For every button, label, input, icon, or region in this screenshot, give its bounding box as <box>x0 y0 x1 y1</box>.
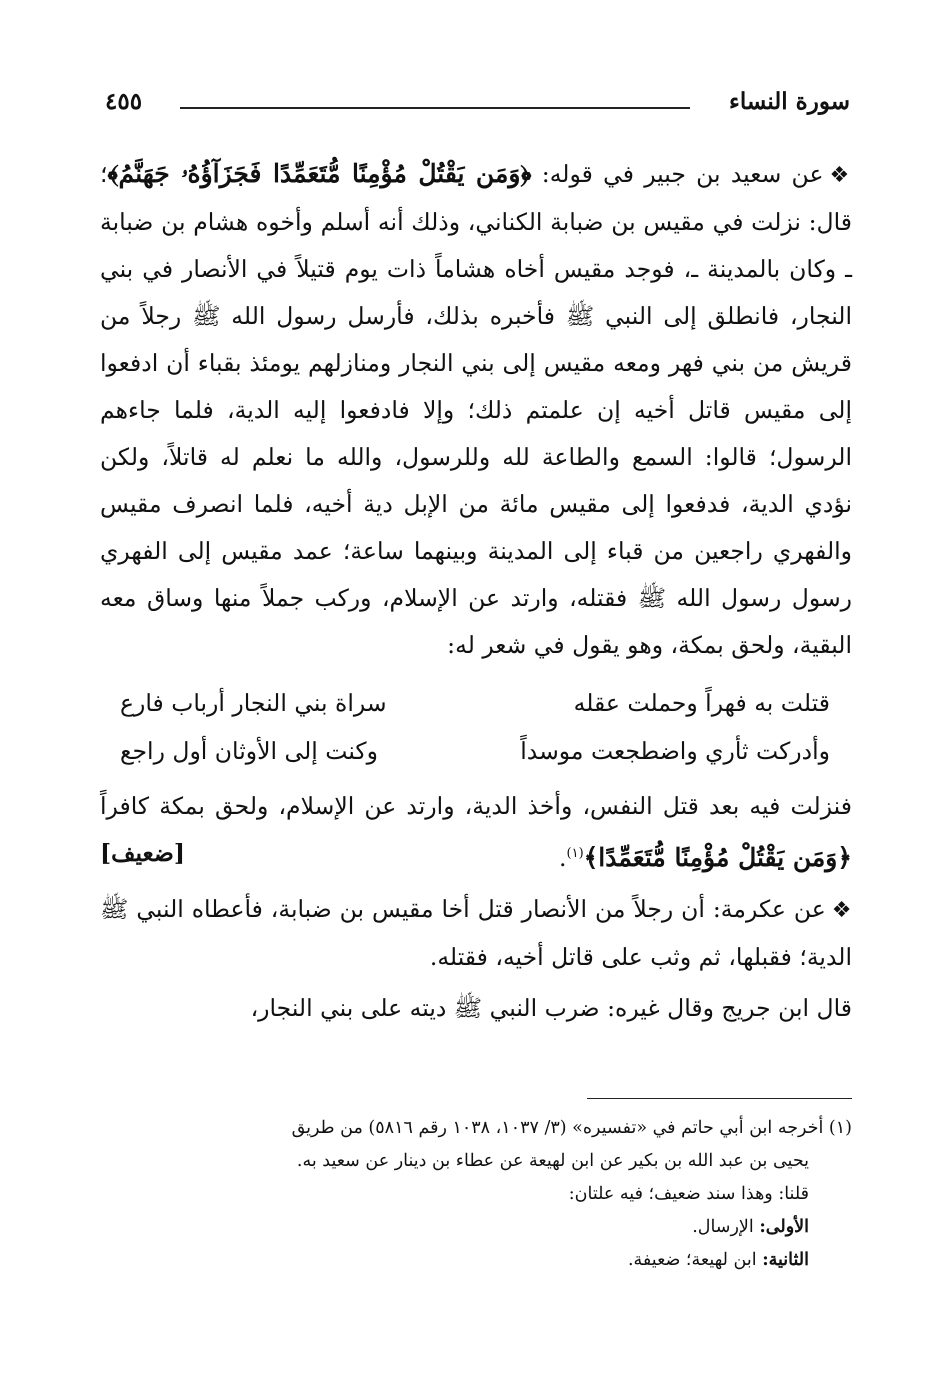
poem-hemistich: سراة بني النجار أرباب فارع <box>120 689 387 717</box>
footnote-line: (١) أخرجه ابن أبي حاتم في «تفسيره» (٣/ ١٠٣٧، ١٠٣٨ رقم ٥٨١٦) من طريق <box>291 1118 852 1138</box>
main-text <box>100 150 852 1032</box>
footnote-line <box>100 1211 852 1244</box>
footnote-label: الأولى: <box>759 1217 809 1237</box>
poem-hemistich: وأدركت ثأري واضطجعت موسداً <box>520 737 830 765</box>
footnote-text: الإرسال. <box>692 1217 760 1237</box>
poem-hemistich: وكنت إلى الأوثان أول راجع <box>120 737 378 765</box>
grading-label: [ضعيف] <box>100 839 185 867</box>
paragraph-revelation <box>100 783 852 882</box>
quran-verse: ﴿وَمَن يَقْتُلْ مُؤْمِنًا مُّتَعَمِّدًا فَجَزَآؤُهُۥ جَهَنَّمُ﴾ <box>107 159 532 188</box>
paragraph-text: عن سعيد بن جبير في قوله: <box>531 160 824 188</box>
star-bullet-icon: ❖ <box>829 163 852 188</box>
surah-title: سورة النساء <box>729 88 850 115</box>
poem-line <box>100 679 852 727</box>
footnote-text: ابن لهيعة؛ ضعيفة. <box>627 1250 763 1270</box>
paragraph-said-ibn-jubayr <box>100 150 852 669</box>
paragraph-text: قال ابن جريج وقال غيره: ضرب النبي ﷺ ديته على بني النجار، <box>250 993 852 1022</box>
paragraph-text: . <box>559 843 567 872</box>
footnote-separator <box>587 1098 852 1099</box>
paragraph-text: فنزلت فيه بعد قتل النفس، وأخذ الدية، وارتد عن الإسلام، ولحق بمكة كافراً <box>100 792 852 820</box>
page-number: ٤٥٥ <box>105 88 143 115</box>
star-bullet-icon: ❖ <box>831 897 852 923</box>
header-rule <box>180 107 690 109</box>
paragraph-ibn-jurayj <box>100 985 852 1032</box>
paragraph-ikrimah <box>100 886 852 981</box>
footnotes <box>100 1112 852 1277</box>
paragraph-text: عن عكرمة: أن رجلاً من الأنصار قتل أخا مقيس بن ضبابة، فأعطاه النبي ﷺ الدية؛ فقبلها، ثم وثب على قاتل أخيه، فقتله. <box>100 894 852 971</box>
footnote-label: الثانية: <box>762 1250 809 1270</box>
footnote-line: يحيى بن عبد الله بن بكير عن ابن لهيعة عن عطاء بن دينار عن سعيد به. <box>296 1151 809 1171</box>
poem-line <box>100 727 852 775</box>
paragraph-text: ؛ قال: نزلت في مقيس بن ضبابة الكناني، وذلك أنه أسلم وأخوه هشام بن ضبابة ـ وكان بالمدينة ـ، فوجد مقيس أخاه هشاماً ذات يوم قتيلاً في الأنصار في بني النجار، فانطلق إلى النبي ﷺ فأخبره بذلك، فأرسل رسول الله ﷺ رجلاً من قريش من بني فهر ومعه مقيس إلى بني النجار ومنازلهم يومئذ بقباء أن ادفعوا إلى مقيس قاتل أخيه إن علمتم ذلك؛ وإلا فادفعوا إليه الدية، فلما جاءهم الرسول؛ قالوا: السمع والطاعة لله وللرسول، والله ما نعلم له قاتلاً، ولكن نؤدي الدية، فدفعوا إلى مقيس مائة من الإبل دية أخيه، فلما انصرف مقيس والفهري راجعين من قباء إلى المدينة وبينهما ساعة؛ عمد مقيس إلى الفهري رسول رسول الله ﷺ فقتله، وارتد عن الإسلام، وركب جملاً منها وساق معه البقية، ولحق بمكة، وهو يقول في شعر له: <box>100 160 852 659</box>
page-header <box>105 86 850 126</box>
poem-hemistich: قتلت به فهراً وحملت عقله <box>573 689 830 717</box>
quran-verse: ﴿وَمَن يَقْتُلْ مُؤْمِنًا مُّتَعَمِّدًا﴾ <box>583 842 852 872</box>
footnote-reference: (١) <box>566 846 584 861</box>
footnote-line: قلنا: وهذا سند ضعيف؛ فيه علتان: <box>568 1184 809 1204</box>
poem <box>100 679 852 775</box>
footnote-line <box>100 1244 852 1277</box>
